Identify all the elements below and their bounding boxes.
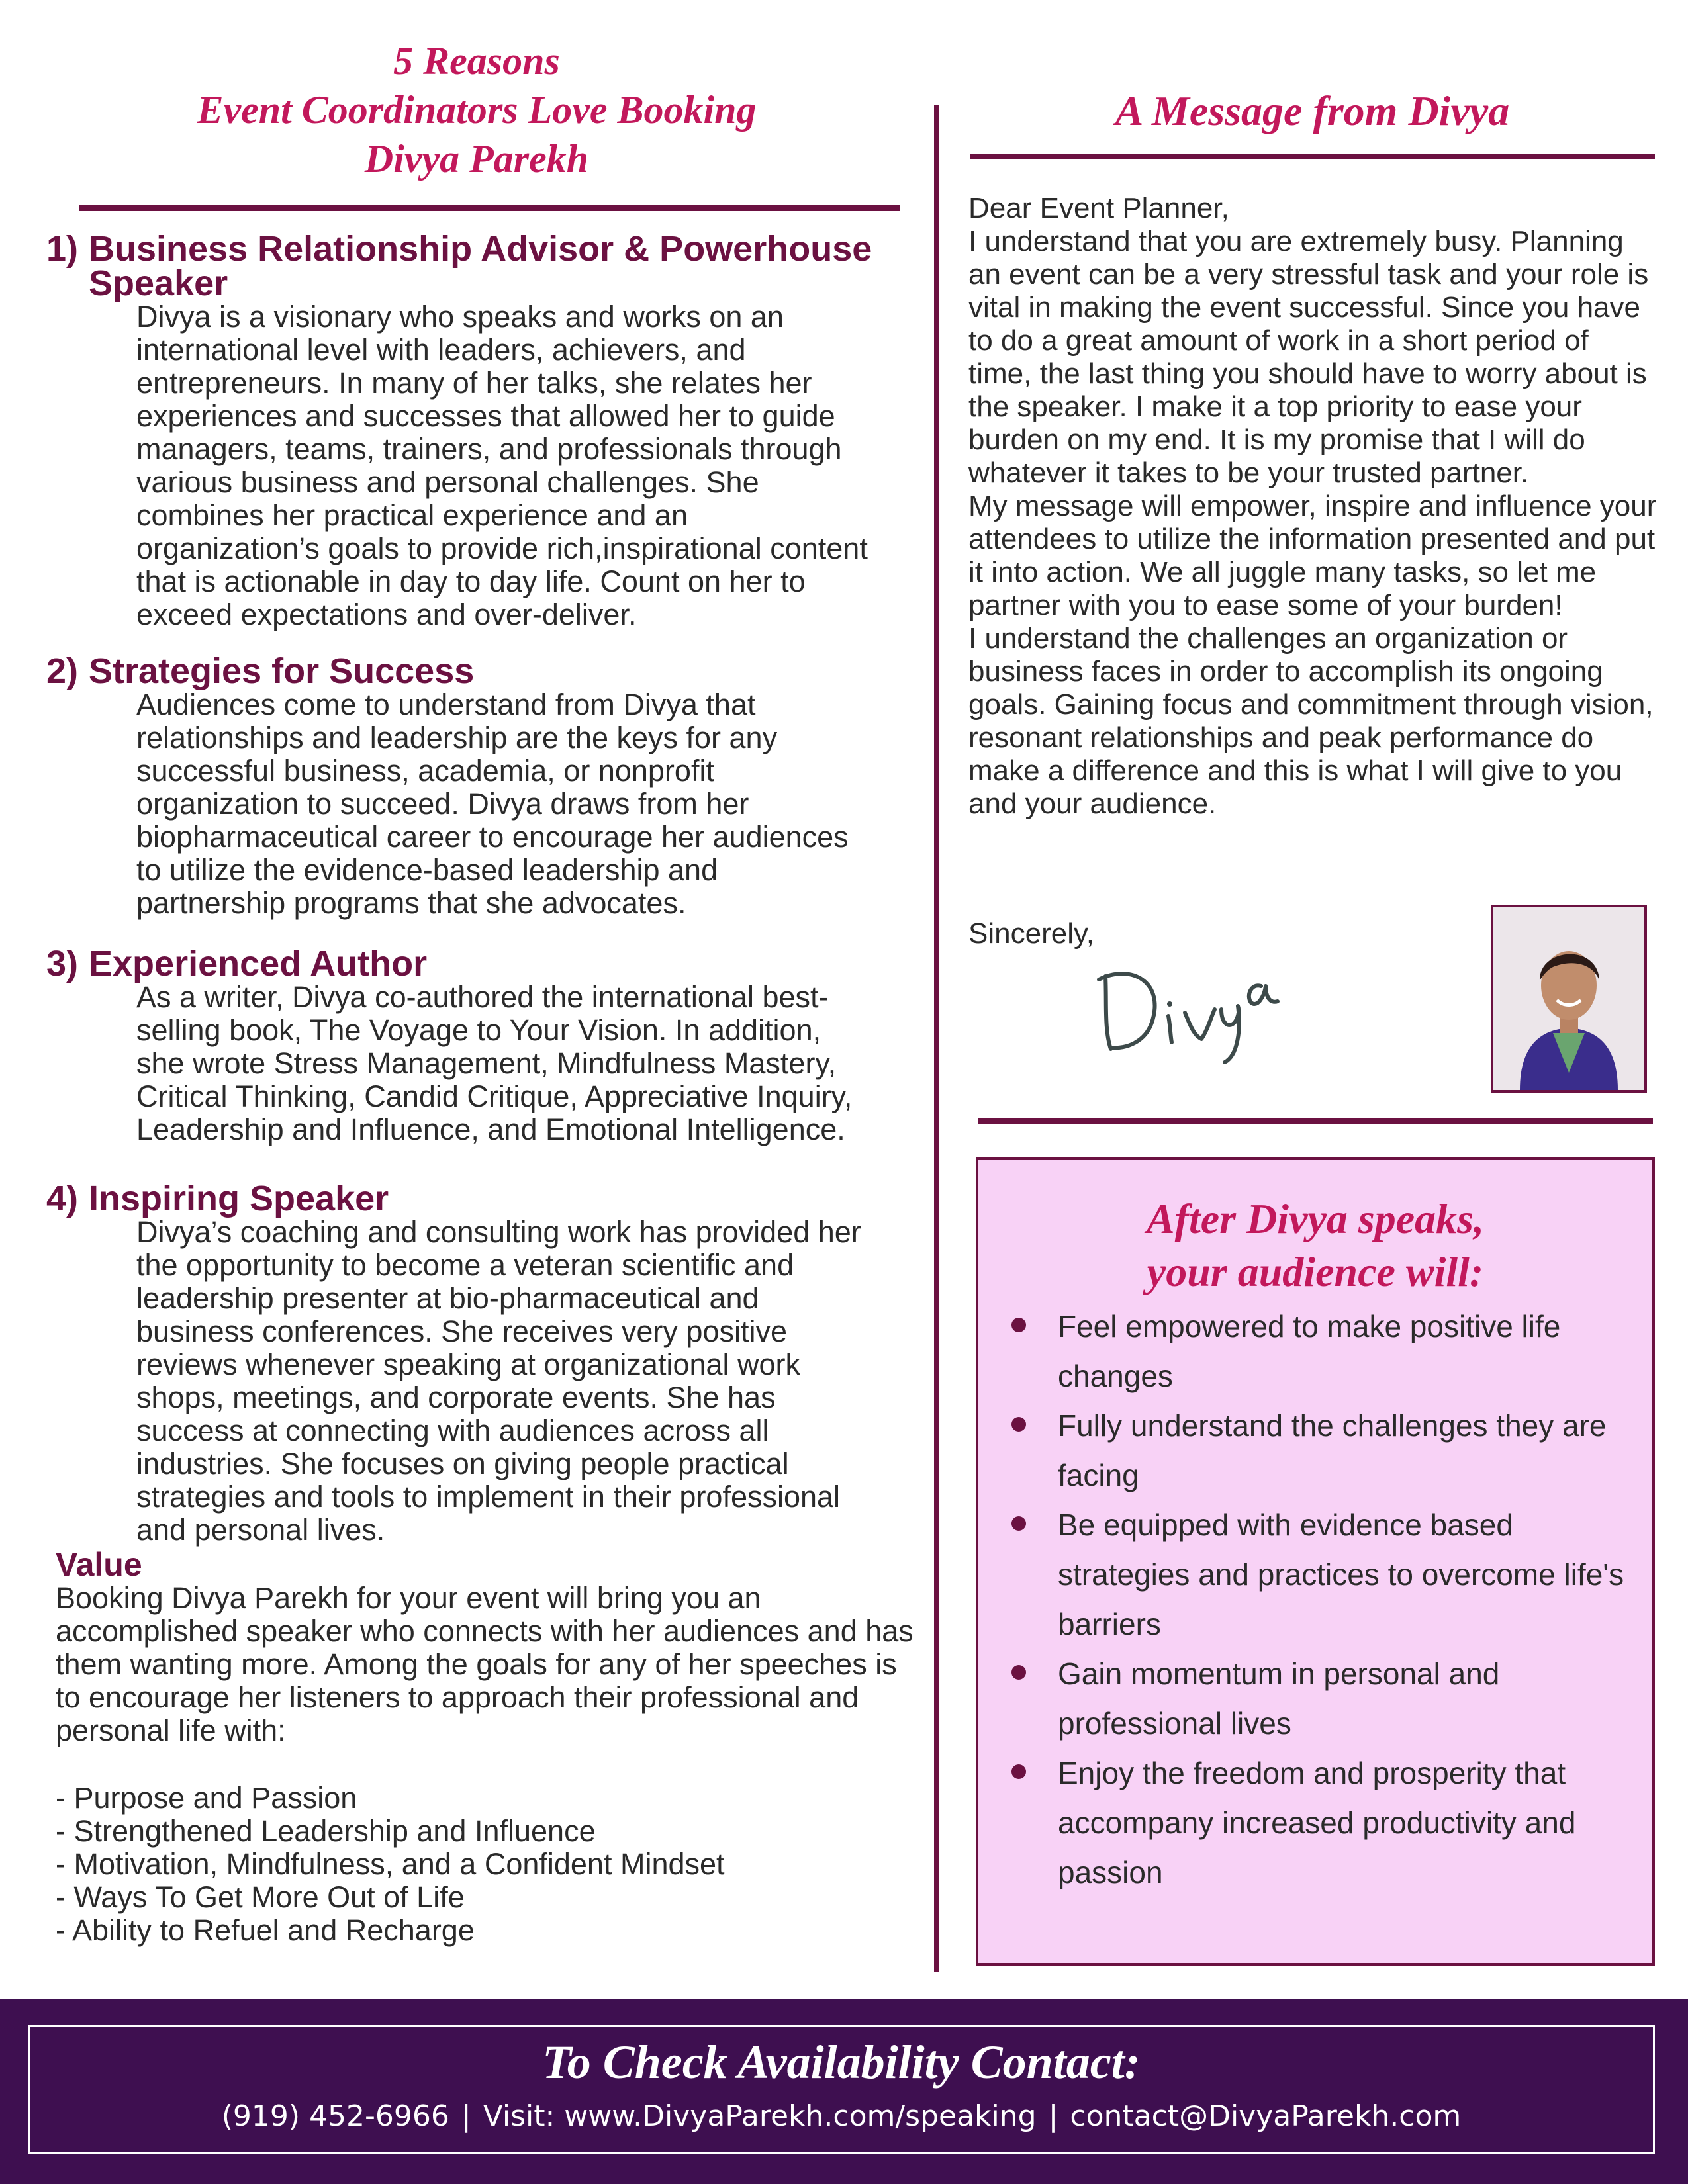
value-section [56,1547,929,1947]
signature-image [1092,950,1291,1066]
reason-3-number: 3) [46,944,79,983]
reason-2 [46,651,933,920]
footer-title: To Check Availability Contact: [542,2036,1141,2089]
value-list-item: - Ways To Get More Out of Life [56,1880,465,1914]
value-body: Booking Divya Parekh for your event will bring you an accomplished speaker who connects with her audiences and has them wanting more. Among the goals for any of her speeches is to encourage her listeners to approach their professional and personal life with: [56,1581,914,1747]
benefit-item-text: Be equipped with evidence based strategies and practices to overcome life's barriers [1058,1508,1624,1641]
value-list-item: - Motivation, Mindfulness, and a Confident Mindset [56,1847,725,1881]
value-list-item: - Strengthened Leadership and Influence [56,1814,596,1848]
benefit-item [1005,1500,1627,1649]
right-title-rule [970,154,1655,159]
reason-2-body: Audiences come to understand from Divya that relationships and leadership are the keys for any successful business, academia, or nonprofit organization to succeed. Divya draws from her biopharmaceutical career to encourage her audiences to utilize the evidence-based leadership and partnership programs that she advocates. [136,688,849,920]
left-title [79,36,874,183]
phone-number[interactable]: (919) 452-6966 [221,2099,449,2133]
reason-2-number: 2) [46,651,79,691]
signature-rule [978,1118,1653,1124]
separator: | [461,2099,471,2133]
value-list-item: - Purpose and Passion [56,1781,357,1815]
reason-1-heading-line-1: Business Relationship Advisor & Powerhouse [89,229,872,269]
footer [0,1999,1688,2184]
separator: | [1048,2099,1058,2133]
reason-4 [46,1181,933,1547]
bullet-icon [1011,1318,1026,1332]
benefits-title [978,1193,1652,1298]
benefits-title-line-1: After Divya speaks, [1146,1195,1485,1242]
reason-1-body: Divya is a visionary who speaks and works on an international level with leaders, achievers, and entrepreneurs. In many of her talks, she relates her experiences and successes that allowed her to guide managers, teams, trainers, and professionals through various business and personal challenges. She combines her practical experience and an organization’s goals to provide rich,inspirational content that is actionable in day to day life. Count on her to exceed expectations and over-deliver. [136,300,868,631]
benefits-title-line-2: your audience will: [1147,1248,1484,1295]
benefit-item-text: Fully understand the challenges they are facing [1058,1408,1607,1492]
letter-paragraph-2: My message will empower, inspire and influence your attendees to utilize the information presented and put it into action. We all juggle many tasks, so let me partner with you to ease some of your burden! [968,490,1657,621]
benefit-item-text: Enjoy the freedom and prosperity that accompany increased productivity and passion [1058,1756,1576,1889]
bullet-icon [1011,1417,1026,1432]
footer-frame [28,2025,1655,2154]
reason-1-heading-line-2: Speaker [89,263,228,303]
letter-paragraph-1: I understand that you are extremely busy. Planning an event can be a very stressful task and your role is vital in making the event successful. Since you have to do a great amount of work in a short period of time, the last thing you should have to worry about is the speaker. I make it a top priority to ease your burden on my end. It is my promise that I will do whatever it takes to be your trusted partner. [968,225,1649,489]
benefits-box [976,1157,1655,1966]
letter-greeting: Dear Event Planner, [968,192,1229,224]
reason-1-heading [46,229,933,303]
email-link[interactable]: contact@DivyaParekh.com [1070,2099,1462,2133]
right-title: A Message from Divya [1115,87,1510,134]
reason-4-heading-line-1: Inspiring Speaker [89,1179,389,1218]
letter-paragraph-3: I understand the challenges an organization or business faces in order to accomplish its ongoing goals. Gaining focus and commitment through vision, resonant relationships and peak performance do make a difference and this is what I will give to you and your audience. [968,622,1654,820]
reason-2-heading [46,651,933,691]
reason-3 [46,946,933,1146]
reason-1 [46,229,933,631]
reason-3-heading [46,946,933,981]
benefit-item [1005,1649,1627,1749]
left-title-line-2: Event Coordinators Love Booking [197,88,757,132]
bullet-icon [1011,1665,1026,1680]
benefit-item [1005,1302,1627,1401]
reason-3-body: As a writer, Divya co-authored the international best-selling book, The Voyage to Your Vision. In addition, she wrote Stress Management, Mindfulness Mastery, Critical Thinking, Candid Critique, Appreciative Inquiry, Leadership and Influence, and Emotional Intelligence. [136,980,853,1146]
reason-2-heading-line-1: Strategies for Success [89,651,475,691]
benefit-item [1005,1749,1627,1897]
reason-4-number: 4) [46,1179,79,1218]
reason-4-body: Divya’s coaching and consulting work has provided her the opportunity to become a veteran scientific and leadership presenter at bio-pharmaceutical and business conferences. She receives very positive reviews whenever speaking at organizational work shops, meetings, and corporate events. She has success at connecting with audiences across all industries. She focuses on giving people practical strategies and tools to implement in their professional and personal lives. [136,1215,861,1547]
reason-3-heading-line-1: Experienced Author [89,944,428,983]
value-list [56,1782,929,1947]
benefit-item-text: Feel empowered to make positive life changes [1058,1309,1561,1393]
value-list-item: - Ability to Refuel and Recharge [56,1913,475,1947]
reason-4-heading [46,1181,933,1216]
divya-photo [1491,905,1647,1093]
website-link[interactable]: Visit: www.DivyaParekh.com/speaking [483,2099,1037,2133]
left-title-rule [79,205,900,211]
reason-1-number: 1) [46,229,79,269]
column-divider [934,105,939,1972]
letter-signoff: Sincerely, [968,917,1094,950]
benefit-item [1005,1401,1627,1500]
bullet-icon [1011,1516,1026,1531]
benefits-list [1005,1302,1627,1897]
benefit-item-text: Gain momentum in personal and professional lives [1058,1657,1500,1741]
left-title-line-3: Divya Parekh [364,137,589,181]
bullet-icon [1011,1764,1026,1779]
letter [968,192,1657,821]
footer-contact [30,2097,1653,2136]
left-title-line-1: 5 Reasons [393,39,560,83]
value-heading: Value [56,1546,142,1583]
